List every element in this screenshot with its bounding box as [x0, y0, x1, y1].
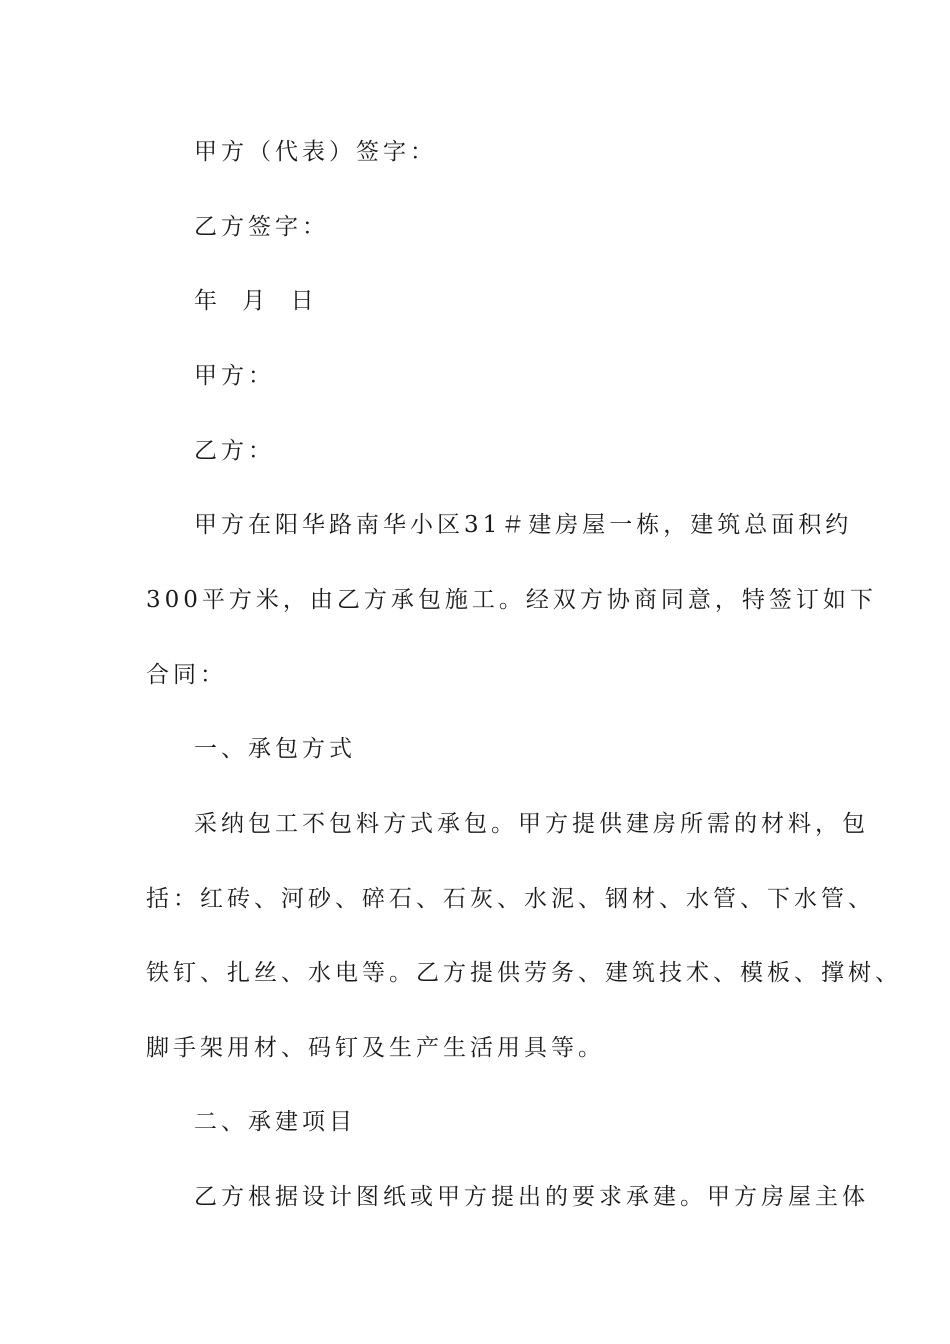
party-b-signature-line: 乙方签字： [194, 214, 329, 240]
section-heading-construction-items: 二、承建项目 [194, 1109, 356, 1135]
construction-items-paragraph-line-1: 乙方根据设计图纸或甲方提出的要求承建。甲方房屋主体 [194, 1184, 869, 1210]
party-a-representative-signature-line: 甲方（代表）签字： [194, 139, 437, 165]
intro-paragraph-line-2: 300平方米，由乙方承包施工。经双方协商同意，特签订如下 [146, 587, 877, 613]
intro-paragraph-line-1: 甲方在阳华路南华小区31＃建房屋一栋，建筑总面积约 [194, 512, 853, 538]
contract-method-paragraph-line-2: 括：红砖、河砂、碎石、石灰、水泥、钢材、水管、下水管、 [146, 886, 875, 912]
party-a-line: 甲方： [194, 363, 275, 389]
contract-method-paragraph-line-1: 采纳包工不包料方式承包。甲方提供建房所需的材料，包 [194, 811, 869, 837]
contract-method-paragraph-line-4: 脚手架用材、码钉及生产生活用具等。 [146, 1035, 605, 1061]
date-line: 年 月 日 [194, 288, 318, 314]
section-heading-contract-method: 一、承包方式 [194, 736, 356, 762]
contract-method-paragraph-line-3: 铁钉、扎丝、水电等。乙方提供劳务、建筑技术、模板、撑树、 [146, 960, 902, 986]
party-b-line: 乙方： [194, 438, 275, 464]
intro-paragraph-line-3: 合同： [146, 662, 227, 688]
